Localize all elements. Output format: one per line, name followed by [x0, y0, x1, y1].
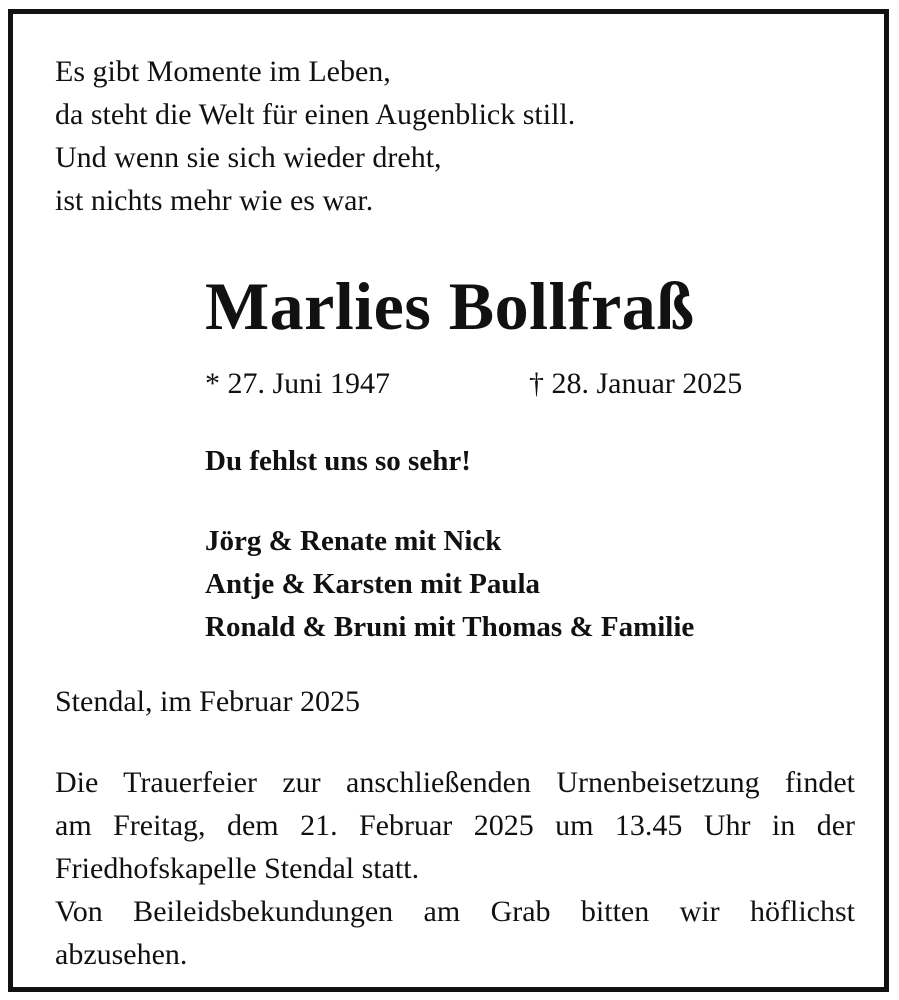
verse-line: da steht die Welt für einen Augenblick still.	[55, 98, 576, 131]
notice-line: am Freitag, dem 21. Februar 2025 um 13.45 Uhr in der	[55, 809, 855, 842]
mourner-line: Jörg & Renate mit Nick	[205, 525, 502, 557]
obituary-frame	[8, 9, 889, 992]
place-date: Stendal, im Februar 2025	[55, 685, 360, 718]
verse-line: ist nichts mehr wie es war.	[55, 184, 374, 217]
notice-line: abzusehen.	[55, 938, 188, 971]
motto: Du fehlst uns so sehr!	[205, 445, 471, 477]
deceased-name: Marlies Bollfraß	[205, 268, 695, 344]
notice-line: Friedhofskapelle Stendal statt.	[55, 852, 420, 885]
death-date: † 28. Januar 2025	[529, 367, 743, 400]
funeral-notice	[55, 761, 855, 976]
verse-line: Und wenn sie sich wieder dreht,	[55, 141, 442, 174]
mourner-line: Ronald & Bruni mit Thomas & Familie	[205, 611, 695, 643]
verse	[55, 50, 575, 222]
verse-line: Es gibt Momente im Leben,	[55, 55, 391, 88]
notice-line: Die Trauerfeier zur anschließenden Urnenbeisetzung findet	[55, 766, 855, 799]
mourner-line: Antje & Karsten mit Paula	[205, 568, 541, 600]
life-dates	[205, 364, 743, 404]
mourners-list	[205, 520, 694, 649]
notice-line: Von Beileidsbekundungen am Grab bitten wir höflichst	[55, 895, 855, 928]
birth-date: * 27. Juni 1947	[205, 367, 391, 400]
